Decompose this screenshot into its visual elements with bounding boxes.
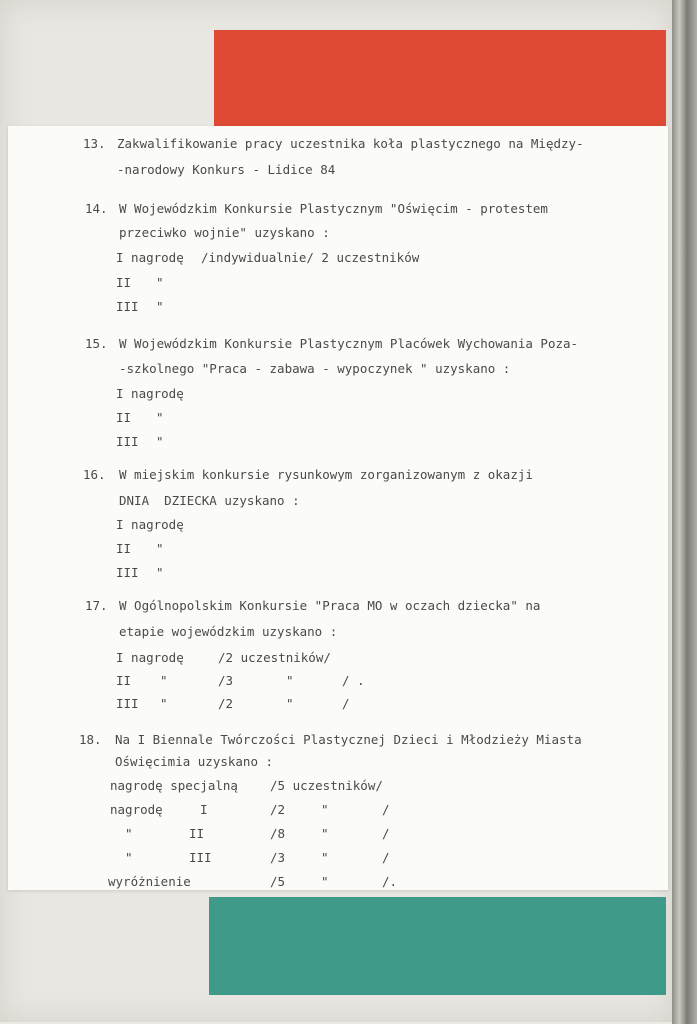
ditto-mark: " bbox=[156, 434, 164, 449]
ditto-mark: " bbox=[286, 696, 294, 711]
item-text-line: Zakwalifikowanie pracy uczestnika koła plastycznego na Między- bbox=[117, 136, 584, 151]
album-binding-edge bbox=[672, 0, 697, 1024]
ditto-mark: " bbox=[286, 673, 294, 688]
award-place: I nagrodę bbox=[116, 386, 184, 401]
award-count: /5 uczestników/ bbox=[270, 778, 383, 793]
award-count: /2 bbox=[218, 696, 234, 711]
typewritten-text bbox=[8, 126, 668, 890]
award-close: / bbox=[382, 802, 390, 817]
award-count: /3 bbox=[218, 673, 234, 688]
item-number: 18. bbox=[79, 732, 102, 747]
award-detail: /indywidualnie/ 2 uczestników bbox=[201, 250, 420, 265]
red-paper-sheet bbox=[214, 30, 666, 135]
award-place: II bbox=[116, 673, 132, 688]
item-number: 17. bbox=[85, 598, 108, 613]
ditto-mark: " bbox=[156, 275, 164, 290]
item-text-line: -narodowy Konkurs - Lidice 84 bbox=[117, 162, 336, 177]
award-place: I nagrodę bbox=[116, 650, 184, 665]
award-place: I nagrodę bbox=[116, 517, 184, 532]
award-count: /3 bbox=[270, 850, 286, 865]
typewritten-sheet bbox=[8, 126, 668, 890]
item-text-line: W miejskim konkursie rysunkowym zorganizowanym z okazji bbox=[119, 467, 533, 482]
item-number: 15. bbox=[85, 336, 108, 351]
ditto-mark: " bbox=[321, 826, 329, 841]
teal-paper-sheet bbox=[209, 897, 666, 995]
award-place: wyróżnienie bbox=[108, 874, 191, 889]
item-number: 16. bbox=[83, 467, 106, 482]
award-close: / . bbox=[342, 673, 365, 688]
award-rank: III bbox=[189, 850, 212, 865]
award-place: nagrodę specjalną bbox=[110, 778, 238, 793]
award-place: III bbox=[116, 565, 139, 580]
item-text-line: Na I Biennale Twórczości Plastycznej Dzieci i Młodzieży Miasta bbox=[115, 732, 582, 747]
award-count: /5 bbox=[270, 874, 286, 889]
ditto-mark: " bbox=[321, 802, 329, 817]
item-number: 13. bbox=[83, 136, 106, 151]
award-place: II bbox=[116, 410, 132, 425]
award-count: /2 uczestników/ bbox=[218, 650, 331, 665]
ditto-mark: " bbox=[321, 850, 329, 865]
award-place: II bbox=[116, 275, 132, 290]
item-text-line: W Wojewódzkim Konkursie Plastycznym Placówek Wychowania Poza- bbox=[119, 336, 579, 351]
item-text-line: etapie wojewódzkim uzyskano : bbox=[119, 624, 338, 639]
ditto-mark: " bbox=[156, 541, 164, 556]
ditto-mark: " bbox=[160, 696, 168, 711]
award-close: / bbox=[342, 696, 350, 711]
award-place: III bbox=[116, 696, 139, 711]
item-text-line: W Ogólnopolskim Konkursie "Praca MO w oczach dziecka" na bbox=[119, 598, 541, 613]
item-text-line: DNIA DZIECKA uzyskano : bbox=[119, 493, 300, 508]
ditto-mark: " bbox=[321, 874, 329, 889]
award-place: " bbox=[125, 850, 133, 865]
award-count: /8 bbox=[270, 826, 286, 841]
award-place: " bbox=[125, 826, 133, 841]
award-place: III bbox=[116, 299, 139, 314]
award-place: III bbox=[116, 434, 139, 449]
item-number: 14. bbox=[85, 201, 108, 216]
ditto-mark: " bbox=[156, 565, 164, 580]
item-text-line: przeciwko wojnie" uzyskano : bbox=[119, 225, 330, 240]
award-close: / bbox=[382, 826, 390, 841]
item-text-line: Oświęcimia uzyskano : bbox=[115, 754, 274, 769]
award-count: /2 bbox=[270, 802, 286, 817]
ditto-mark: " bbox=[156, 299, 164, 314]
award-place: II bbox=[116, 541, 132, 556]
award-place: nagrodę bbox=[110, 802, 163, 817]
item-text-line: -szkolnego "Praca - zabawa - wypoczynek " uzyskano : bbox=[119, 361, 511, 376]
award-rank: I bbox=[200, 802, 208, 817]
ditto-mark: " bbox=[160, 673, 168, 688]
item-text-line: W Wojewódzkim Konkursie Plastycznym "Oświęcim - protestem bbox=[119, 201, 548, 216]
ditto-mark: " bbox=[156, 410, 164, 425]
award-place: I nagrodę bbox=[116, 250, 184, 265]
award-close: /. bbox=[382, 874, 398, 889]
award-rank: II bbox=[189, 826, 205, 841]
award-close: / bbox=[382, 850, 390, 865]
